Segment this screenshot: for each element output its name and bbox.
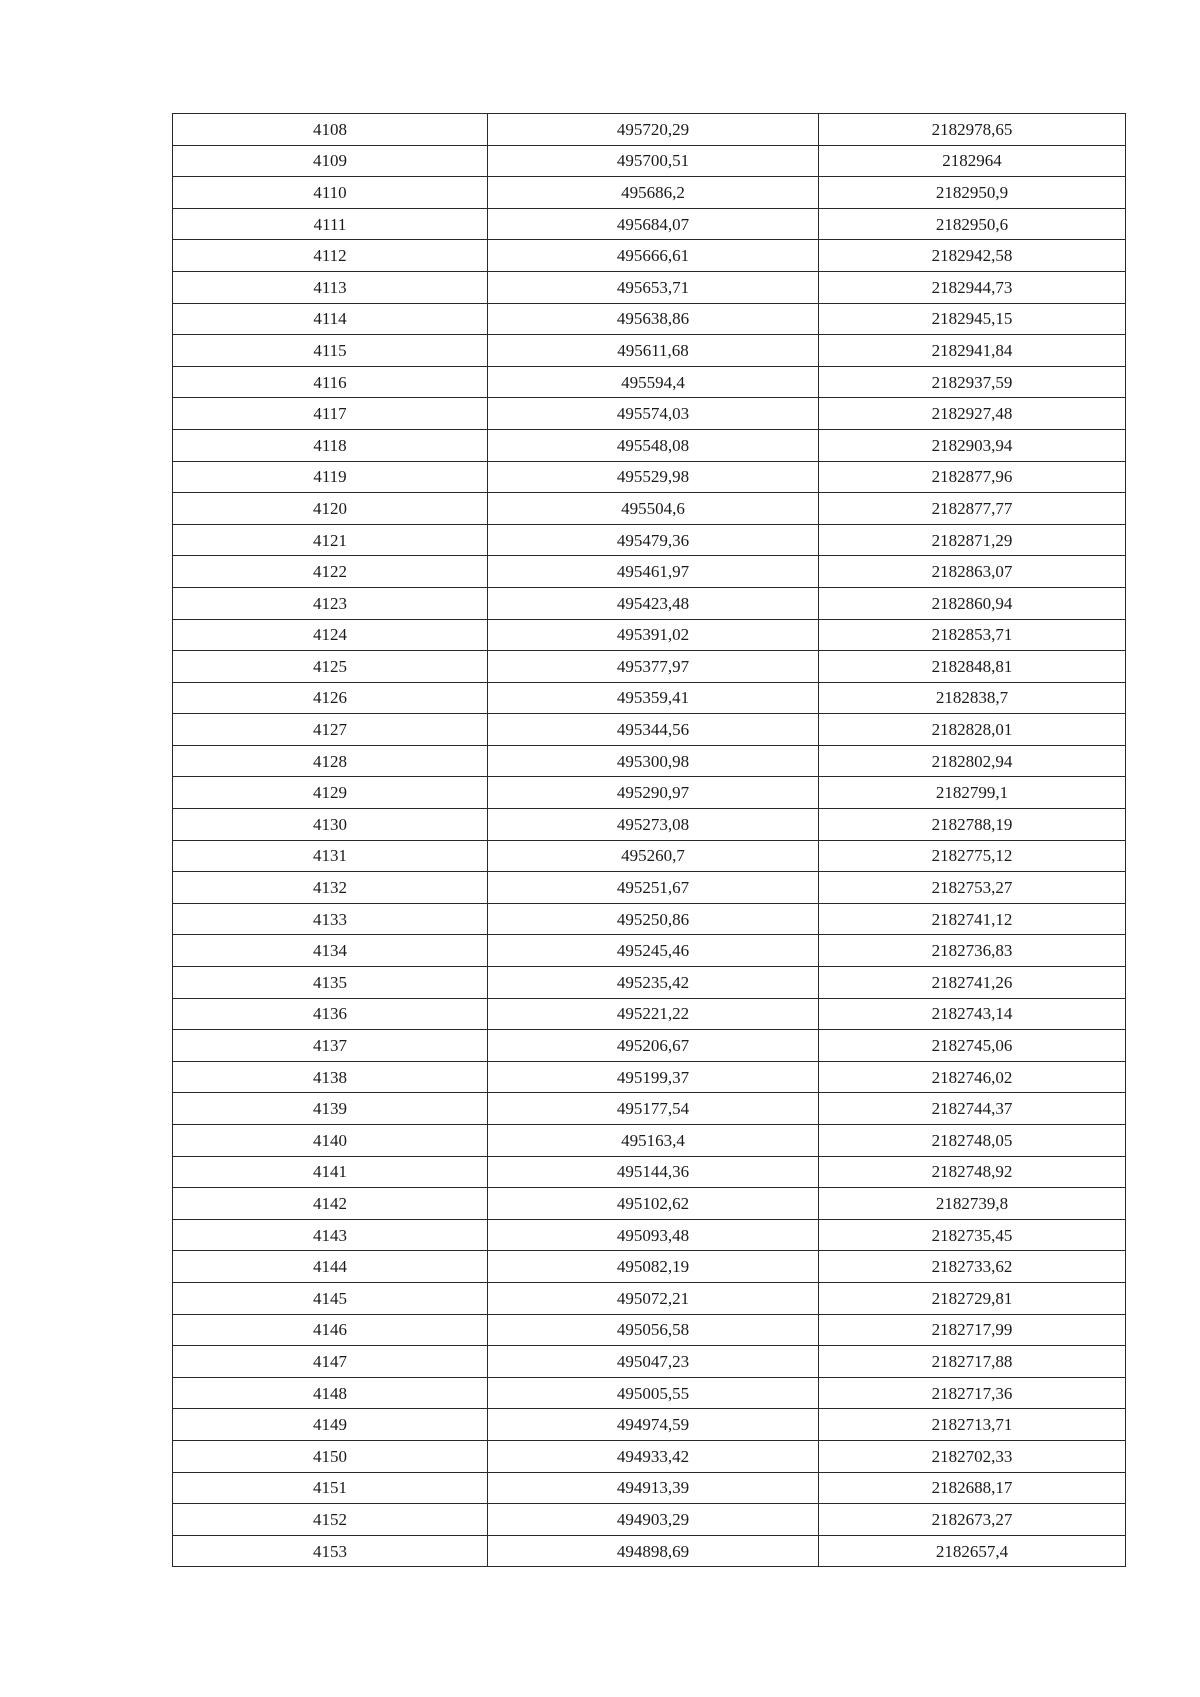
y-coordinate-cell: 2182673,27	[819, 1504, 1126, 1536]
point-number-cell: 4112	[173, 240, 488, 272]
x-coordinate-cell: 495250,86	[488, 903, 819, 935]
point-number-cell: 4113	[173, 271, 488, 303]
table-row	[173, 1346, 1126, 1378]
y-coordinate-cell: 2182702,33	[819, 1440, 1126, 1472]
y-coordinate-cell: 2182743,14	[819, 998, 1126, 1030]
table-row	[173, 461, 1126, 493]
x-coordinate-cell: 495245,46	[488, 935, 819, 967]
x-coordinate-cell: 495653,71	[488, 271, 819, 303]
point-number-cell: 4131	[173, 840, 488, 872]
y-coordinate-cell: 2182941,84	[819, 335, 1126, 367]
point-number-cell: 4117	[173, 398, 488, 430]
point-number-cell: 4147	[173, 1346, 488, 1378]
table-row	[173, 1282, 1126, 1314]
table-row	[173, 1188, 1126, 1220]
table-row	[173, 1125, 1126, 1157]
y-coordinate-cell: 2182753,27	[819, 872, 1126, 904]
table-row	[173, 651, 1126, 683]
point-number-cell: 4138	[173, 1061, 488, 1093]
y-coordinate-cell: 2182964	[819, 145, 1126, 177]
table-row	[173, 1472, 1126, 1504]
y-coordinate-cell: 2182877,96	[819, 461, 1126, 493]
table-row	[173, 1314, 1126, 1346]
table-row	[173, 903, 1126, 935]
y-coordinate-cell: 2182853,71	[819, 619, 1126, 651]
y-coordinate-cell: 2182688,17	[819, 1472, 1126, 1504]
point-number-cell: 4108	[173, 114, 488, 146]
x-coordinate-cell: 495199,37	[488, 1061, 819, 1093]
point-number-cell: 4125	[173, 651, 488, 683]
x-coordinate-cell: 495056,58	[488, 1314, 819, 1346]
point-number-cell: 4123	[173, 587, 488, 619]
coordinates-table-body	[173, 114, 1126, 1567]
y-coordinate-cell: 2182736,83	[819, 935, 1126, 967]
y-coordinate-cell: 2182735,45	[819, 1219, 1126, 1251]
table-row	[173, 145, 1126, 177]
point-number-cell: 4128	[173, 745, 488, 777]
y-coordinate-cell: 2182950,9	[819, 177, 1126, 209]
x-coordinate-cell: 494974,59	[488, 1409, 819, 1441]
point-number-cell: 4111	[173, 208, 488, 240]
table-row	[173, 208, 1126, 240]
y-coordinate-cell: 2182799,1	[819, 777, 1126, 809]
table-row	[173, 1093, 1126, 1125]
x-coordinate-cell: 495377,97	[488, 651, 819, 683]
point-number-cell: 4153	[173, 1535, 488, 1567]
x-coordinate-cell: 494898,69	[488, 1535, 819, 1567]
y-coordinate-cell: 2182748,05	[819, 1125, 1126, 1157]
point-number-cell: 4148	[173, 1377, 488, 1409]
y-coordinate-cell: 2182657,4	[819, 1535, 1126, 1567]
table-row	[173, 1156, 1126, 1188]
x-coordinate-cell: 495300,98	[488, 745, 819, 777]
x-coordinate-cell: 495359,41	[488, 682, 819, 714]
point-number-cell: 4143	[173, 1219, 488, 1251]
point-number-cell: 4122	[173, 556, 488, 588]
point-number-cell: 4142	[173, 1188, 488, 1220]
point-number-cell: 4145	[173, 1282, 488, 1314]
y-coordinate-cell: 2182937,59	[819, 366, 1126, 398]
table-row	[173, 840, 1126, 872]
point-number-cell: 4134	[173, 935, 488, 967]
table-row	[173, 1030, 1126, 1062]
y-coordinate-cell: 2182717,36	[819, 1377, 1126, 1409]
point-number-cell: 4109	[173, 145, 488, 177]
x-coordinate-cell: 495235,42	[488, 967, 819, 999]
table-row	[173, 271, 1126, 303]
x-coordinate-cell: 495504,6	[488, 493, 819, 525]
y-coordinate-cell: 2182744,37	[819, 1093, 1126, 1125]
table-row	[173, 556, 1126, 588]
point-number-cell: 4114	[173, 303, 488, 335]
x-coordinate-cell: 495144,36	[488, 1156, 819, 1188]
y-coordinate-cell: 2182775,12	[819, 840, 1126, 872]
table-row	[173, 335, 1126, 367]
y-coordinate-cell: 2182903,94	[819, 429, 1126, 461]
x-coordinate-cell: 495273,08	[488, 809, 819, 841]
y-coordinate-cell: 2182942,58	[819, 240, 1126, 272]
x-coordinate-cell: 494903,29	[488, 1504, 819, 1536]
table-row	[173, 493, 1126, 525]
point-number-cell: 4115	[173, 335, 488, 367]
x-coordinate-cell: 495251,67	[488, 872, 819, 904]
table-row	[173, 1504, 1126, 1536]
y-coordinate-cell: 2182978,65	[819, 114, 1126, 146]
table-row	[173, 177, 1126, 209]
x-coordinate-cell: 495574,03	[488, 398, 819, 430]
y-coordinate-cell: 2182713,71	[819, 1409, 1126, 1441]
y-coordinate-cell: 2182860,94	[819, 587, 1126, 619]
x-coordinate-cell: 495072,21	[488, 1282, 819, 1314]
point-number-cell: 4151	[173, 1472, 488, 1504]
point-number-cell: 4118	[173, 429, 488, 461]
y-coordinate-cell: 2182877,77	[819, 493, 1126, 525]
point-number-cell: 4152	[173, 1504, 488, 1536]
table-row	[173, 114, 1126, 146]
point-number-cell: 4139	[173, 1093, 488, 1125]
table-row	[173, 745, 1126, 777]
table-row	[173, 1377, 1126, 1409]
point-number-cell: 4140	[173, 1125, 488, 1157]
table-row	[173, 398, 1126, 430]
x-coordinate-cell: 495260,7	[488, 840, 819, 872]
y-coordinate-cell: 2182717,99	[819, 1314, 1126, 1346]
y-coordinate-cell: 2182729,81	[819, 1282, 1126, 1314]
x-coordinate-cell: 495594,4	[488, 366, 819, 398]
x-coordinate-cell: 495423,48	[488, 587, 819, 619]
point-number-cell: 4150	[173, 1440, 488, 1472]
table-row	[173, 1535, 1126, 1567]
point-number-cell: 4144	[173, 1251, 488, 1283]
x-coordinate-cell: 495461,97	[488, 556, 819, 588]
y-coordinate-cell: 2182739,8	[819, 1188, 1126, 1220]
point-number-cell: 4136	[173, 998, 488, 1030]
y-coordinate-cell: 2182828,01	[819, 714, 1126, 746]
x-coordinate-cell: 495529,98	[488, 461, 819, 493]
point-number-cell: 4132	[173, 872, 488, 904]
y-coordinate-cell: 2182788,19	[819, 809, 1126, 841]
x-coordinate-cell: 494913,39	[488, 1472, 819, 1504]
x-coordinate-cell: 495082,19	[488, 1251, 819, 1283]
x-coordinate-cell: 495686,2	[488, 177, 819, 209]
x-coordinate-cell: 495290,97	[488, 777, 819, 809]
point-number-cell: 4126	[173, 682, 488, 714]
table-row	[173, 429, 1126, 461]
x-coordinate-cell: 494933,42	[488, 1440, 819, 1472]
y-coordinate-cell: 2182950,6	[819, 208, 1126, 240]
table-row	[173, 587, 1126, 619]
table-row	[173, 935, 1126, 967]
table-row	[173, 524, 1126, 556]
point-number-cell: 4110	[173, 177, 488, 209]
coordinates-table	[172, 113, 1126, 1567]
point-number-cell: 4149	[173, 1409, 488, 1441]
point-number-cell: 4146	[173, 1314, 488, 1346]
y-coordinate-cell: 2182848,81	[819, 651, 1126, 683]
x-coordinate-cell: 495102,62	[488, 1188, 819, 1220]
x-coordinate-cell: 495611,68	[488, 335, 819, 367]
table-row	[173, 1061, 1126, 1093]
table-row	[173, 682, 1126, 714]
point-number-cell: 4116	[173, 366, 488, 398]
x-coordinate-cell: 495163,4	[488, 1125, 819, 1157]
table-row	[173, 619, 1126, 651]
table-row	[173, 1409, 1126, 1441]
table-row	[173, 1251, 1126, 1283]
x-coordinate-cell: 495548,08	[488, 429, 819, 461]
x-coordinate-cell: 495638,86	[488, 303, 819, 335]
point-number-cell: 4127	[173, 714, 488, 746]
point-number-cell: 4135	[173, 967, 488, 999]
x-coordinate-cell: 495700,51	[488, 145, 819, 177]
table-row	[173, 1440, 1126, 1472]
table-row	[173, 303, 1126, 335]
x-coordinate-cell: 495047,23	[488, 1346, 819, 1378]
y-coordinate-cell: 2182927,48	[819, 398, 1126, 430]
x-coordinate-cell: 495344,56	[488, 714, 819, 746]
point-number-cell: 4130	[173, 809, 488, 841]
y-coordinate-cell: 2182802,94	[819, 745, 1126, 777]
y-coordinate-cell: 2182871,29	[819, 524, 1126, 556]
table-row	[173, 240, 1126, 272]
y-coordinate-cell: 2182741,26	[819, 967, 1126, 999]
y-coordinate-cell: 2182746,02	[819, 1061, 1126, 1093]
point-number-cell: 4137	[173, 1030, 488, 1062]
x-coordinate-cell: 495684,07	[488, 208, 819, 240]
x-coordinate-cell: 495720,29	[488, 114, 819, 146]
table-row	[173, 998, 1126, 1030]
point-number-cell: 4133	[173, 903, 488, 935]
y-coordinate-cell: 2182945,15	[819, 303, 1126, 335]
point-number-cell: 4120	[173, 493, 488, 525]
y-coordinate-cell: 2182944,73	[819, 271, 1126, 303]
point-number-cell: 4121	[173, 524, 488, 556]
point-number-cell: 4124	[173, 619, 488, 651]
table-row	[173, 366, 1126, 398]
x-coordinate-cell: 495391,02	[488, 619, 819, 651]
table-row	[173, 809, 1126, 841]
x-coordinate-cell: 495177,54	[488, 1093, 819, 1125]
point-number-cell: 4141	[173, 1156, 488, 1188]
table-row	[173, 1219, 1126, 1251]
point-number-cell: 4119	[173, 461, 488, 493]
table-row	[173, 967, 1126, 999]
x-coordinate-cell: 495479,36	[488, 524, 819, 556]
y-coordinate-cell: 2182838,7	[819, 682, 1126, 714]
y-coordinate-cell: 2182745,06	[819, 1030, 1126, 1062]
y-coordinate-cell: 2182733,62	[819, 1251, 1126, 1283]
x-coordinate-cell: 495005,55	[488, 1377, 819, 1409]
y-coordinate-cell: 2182748,92	[819, 1156, 1126, 1188]
y-coordinate-cell: 2182741,12	[819, 903, 1126, 935]
table-row	[173, 714, 1126, 746]
y-coordinate-cell: 2182717,88	[819, 1346, 1126, 1378]
point-number-cell: 4129	[173, 777, 488, 809]
y-coordinate-cell: 2182863,07	[819, 556, 1126, 588]
x-coordinate-cell: 495206,67	[488, 1030, 819, 1062]
table-row	[173, 872, 1126, 904]
x-coordinate-cell: 495093,48	[488, 1219, 819, 1251]
x-coordinate-cell: 495221,22	[488, 998, 819, 1030]
x-coordinate-cell: 495666,61	[488, 240, 819, 272]
table-row	[173, 777, 1126, 809]
